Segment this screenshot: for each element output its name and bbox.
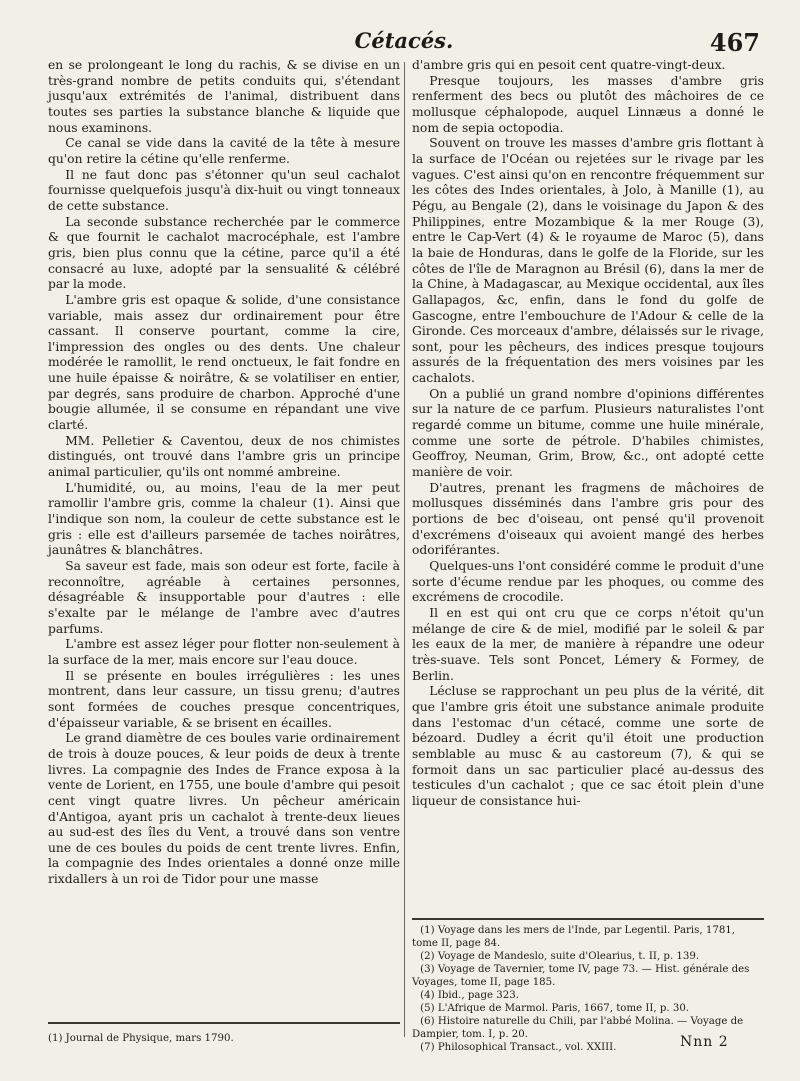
footnote-rule [48, 1022, 400, 1024]
running-title: Cétacés. [354, 28, 454, 53]
column-divider [404, 62, 405, 1037]
paragraph: Sa saveur est fade, mais son odeur est forte, facile à reconnoître, agréable à certaines personnes, désagréable & insupportable pour d'autres : elle s'exalte par le mélange de l'ambre avec d'autres parfums. [48, 559, 400, 636]
footnote: (5) L'Afrique de Marmol. Paris, 1667, tome II, p. 30. [420, 1003, 690, 1014]
paragraph: Il se présente en boules irrégulières : les unes montrent, dans leur cassure, un tissu grenu; d'autres sont formées de couches presque concentriques, d'épaisseur variable, & se brisent en écailles. [48, 668, 400, 730]
page-number: 467 [709, 28, 760, 57]
footnote: (1) Voyage dans les mers de l'Inde, par Legentil. Paris, 1781, tome II, page 84. [412, 925, 736, 949]
paragraph: L'ambre gris est opaque & solide, d'une consistance variable, mais assez dur ordinairement pour être cassant. Il conserve pourtant, comme la cire, l'impression des ongles ou des dents. Une chaleur modérée le ramollit, le rend onctueux, le fait fondre en une huile épaisse & noirâtre, & se volatiliser en entier, par degrés, sans produire de charbon. Approché d'une bougie allumée, il se consume en répandant une vive clarté. [48, 292, 400, 433]
paragraph: Souvent on trouve les masses d'ambre gris flottant à la surface de l'Océan ou rejetées sur le rivage par les vagues. C'est ainsi qu'on en rencontre fréquemment sur les côtes des Indes orientales, à Jolo, à Manille (1), au Pégu, au Bengale (2), dans le voisinage du Japon & des Philippines, entre Mozambique & la mer Rouge (3), entre le Cap-Vert (4) & le royaume de Maroc (5), dans la baie de Honduras, dans le golfe de la Floride, sur les côtes de l'île de Maragnon au Brésil (6), dans la mer de la Chine, à Madagascar, au Mexique occidental, aux îles Gallapagos, &c, enfin, dans le fond du golfe de Gascogne, entre l'embouchure de l'Adour & celle de la Gironde. Ces morceaux d'ambre, délaissés sur le rivage, sont, pour les pêcheurs, des indices presque toujours assurés de la fréquentation des mers voisines par les cachalots. [412, 136, 764, 386]
paragraph: Lécluse se rapprochant un peu plus de la vérité, dit que l'ambre gris étoit une substance animale produite dans l'estomac d'un cétacé, comme une sorte de bézoard. Dudley a écrit qu'il étoit une production semblable au musc & au castoreum (7), & qui se formoit dans un sac particulier placé au-dessus des testicules d'un cachalot ; que ce sac étoit plein d'une liqueur de consistance hui- [412, 684, 764, 808]
footnote: (7) Philosophical Transact., vol. XXIII. [420, 1042, 617, 1053]
paragraph: Quelques-uns l'ont considéré comme le produit d'une sorte d'écume rendue par les phoques, ou comme des excrémens de crocodile. [412, 559, 764, 605]
footnote: (1) Journal de Physique, mars 1790. [48, 1033, 234, 1044]
right-column [412, 58, 764, 810]
footnote: (4) Ibid., page 323. [420, 990, 519, 1001]
paragraph: L'ambre est assez léger pour flotter non-seulement à la surface de la mer, mais encore sur l'eau douce. [48, 637, 400, 667]
paragraph: Presque toujours, les masses d'ambre gris renferment des becs ou plutôt des mâchoires de ce mollusque céphalopode, auquel Linnæus a donné le nom de sepia octopodia. [412, 73, 764, 135]
paragraph: D'autres, prenant les fragmens de mâchoires de mollusques disséminés dans l'ambre gris pour des portions de bec d'oiseau, ont pensé qu'il provenoit d'excrémens d'oiseaux qui avoient mangé des herbes odoriférantes. [412, 480, 764, 558]
footnote-rule [412, 918, 764, 920]
footnote: (3) Voyage de Tavernier, tome IV, page 73. — Hist. générale des Voyages, tome II, page 185. [412, 964, 750, 988]
signature-mark: Nnn 2 [680, 1034, 729, 1050]
paragraph: Le grand diamètre de ces boules varie ordinairement de trois à douze pouces, & leur poids de deux à trente livres. La compagnie des Indes de France exposa à la vente de Lorient, en 1755, une boule d'ambre qui pesoit cent vingt quatre livres. Un pêcheur américain d'Antigoa, ayant pris un cachalot à trente-deux lieues au sud-est des îles du Vent, a trouvé dans son ventre une de ces boules du poids de cent trente livres. Enfin, la compagnie des Indes orientales a donné onze mille rixdallers à un roi de Tidor pour une masse [48, 731, 400, 887]
paragraph: On a publié un grand nombre d'opinions différentes sur la nature de ce parfum. Plusieurs naturalistes l'ont regardé comme un bitume, comme une huile minérale, comme une sorte de pétrole. D'habiles chimistes, Geoffroy, Neuman, Grim, Brow, &c., ont adopté cette manière de voir. [412, 386, 764, 480]
paragraph: MM. Pelletier & Caventou, deux de nos chimistes distingués, ont trouvé dans l'ambre gris un principe animal particulier, qu'ils ont nommé ambreine. [48, 433, 400, 480]
paragraph: Il ne faut donc pas s'étonner qu'un seul cachalot fournisse quelquefois jusqu'à dix-huit ou vingt tonneaux de cette substance. [48, 167, 400, 213]
paragraph: d'ambre gris qui en pesoit cent quatre-vingt-deux. [412, 58, 726, 72]
paragraph: Il en est qui ont cru que ce corps n'étoit qu'un mélange de cire & de miel, modifié par le soleil & par les eaux de la mer, de manière à répandre une odeur très-suave. Tels sont Poncet, Lémery & Formey, de Berlin. [412, 605, 764, 683]
paragraph: La seconde substance recherchée par le commerce & que fournit le cachalot macrocéphale, est l'ambre gris, bien plus connu que la cétine, parce qu'il a été consacré au luxe, adopté par la sensualité & célébré par la mode. [48, 214, 400, 292]
paragraph: L'humidité, ou, au moins, l'eau de la mer peut ramollir l'ambre gris, comme la chaleur (1). Ainsi que l'indique son nom, la couleur de cette substance est le gris : elle est d'ailleurs parsemée de taches noirâtres, jaunâtres & blanchâtres. [48, 480, 400, 558]
footnote: (6) Histoire naturelle du Chili, par l'abbé Molina. — Voyage de Dampier, tom. I, p. 20. [412, 1016, 744, 1040]
footnote: (2) Voyage de Mandeslo, suite d'Olearius, t. II, p. 139. [420, 951, 700, 962]
left-column [48, 58, 400, 888]
paragraph: en se prolongeant le long du rachis, & se divise en un très-grand nombre de petits conduits qui, s'étendant jusqu'aux extrémités de l'animal, distribuent dans toutes ses parties la substance blanche & liquide que nous examinons. [48, 58, 400, 135]
paragraph: Ce canal se vide dans la cavité de la tête à mesure qu'on retire la cétine qu'elle renferme. [48, 136, 400, 166]
page-header [48, 28, 760, 58]
